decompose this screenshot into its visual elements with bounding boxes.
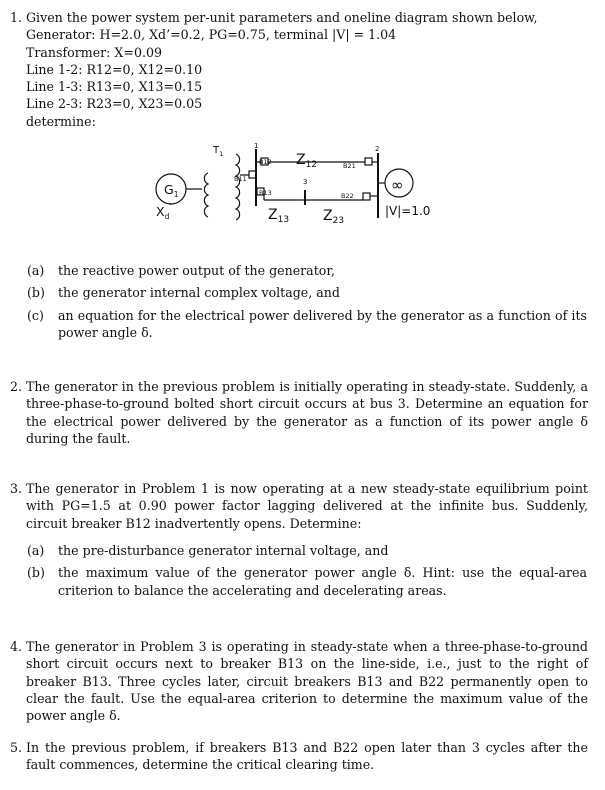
determine-label: determine: [26,113,96,129]
bus-2-label: 2 [375,145,380,153]
line12-params: Line 1-2: R12=0, X12=0.10 [26,61,203,77]
subpart-3a: (a) the pre-disturbance generator internal voltage, and [27,543,389,558]
bus-3-label: 3 [303,178,308,186]
transformer-params: Transformer: X=0.09 [26,44,162,60]
b12-label: B12 [259,158,272,166]
problem-5-text: In the previous problem, if breakers B13 and B22 open later than 3 cycles after the fault commences, determine the critical clearing time. [26,740,588,773]
infinity-symbol: ∞ [391,176,404,194]
breaker-b22 [363,193,370,200]
oneline-diagram [0,0,605,250]
line13-params: Line 1-3: R13=0, X13=0.15 [26,79,203,95]
problem-number: 3. [10,481,23,496]
z23-label: $Z_{23}$ [323,208,345,226]
b22-label: B22 [341,192,354,200]
b11-label: B11 [234,175,247,183]
problem-number: 5. [10,740,23,755]
problem-4 [10,638,588,724]
line23-params: Line 2-3: R23=0, X23=0.05 [26,96,203,112]
voltage-label: |V|=1.0 [385,204,431,218]
generator-params: Generator: H=2.0, Xd’=0.2, PG=0.75, terminal |V| = 1.04 [26,27,397,43]
problem-5 [10,739,588,774]
transformer-label: $T_1$ [213,145,224,158]
b21-label: B21 [343,162,356,170]
generator-label: $G_1$ [164,182,179,199]
breaker-b11 [249,171,256,178]
problem-2 [10,378,588,447]
subpart-1b: (b) the generator internal complex voltage, and [27,285,340,301]
subpart-1c: (c) an equation for the electrical power delivered by the generator as a function of its power angle δ. [27,307,587,340]
problem-1-subparts [27,262,587,346]
problem-3-text: The generator in Problem 1 is now operating at a new steady-state equilibrium point with PG=1.5 at 0.90 power factor lagging delivered at the infinite bus. Suddenly, circuit breaker B12 inadvertently opens. Determine: [26,481,588,531]
subpart-1a: (a) the reactive power output of the generator, [27,263,335,278]
reactance-label: $X_d'$ [156,202,172,221]
problem-3-subparts [27,542,587,604]
b13-label: B13 [259,189,272,197]
transformer-coil-right [236,154,240,220]
problem-number: 2. [10,379,23,394]
problem-number: 4. [10,639,23,654]
breaker-b21 [365,158,372,165]
problem-1-intro: Given the power system per-unit parameters and oneline diagram shown below, [26,10,538,25]
problem-4-text: The generator in Problem 3 is operating in steady-state when a three-phase-to-ground short circuit occurs next to breaker B13 on the line-side, i.e., just to the right of breaker B13. Three cycles later, circuit breakers B13 and B22 permanently open to clear the fault. Use the equal-area criterion to determine the maximum value of the power angle δ. [26,639,588,724]
z13-label: $Z_{13}$ [268,207,290,225]
transformer-coil-left [204,173,208,217]
bus-1-label: 1 [254,142,259,150]
subpart-3b: (b) the maximum value of the generator power angle δ. Hint: use the equal-area criterion to balance the accelerating and decelerating areas. [27,565,587,598]
problem-number: 1. [10,10,23,25]
z12-label: $Z_{12}$ [296,152,318,170]
problem-3 [10,480,588,532]
problem-2-text: The generator in the previous problem is initially operating in steady-state. Suddenly, a three-phase-to-ground bolted short circuit occurs at bus 3. Determine an equation for the electrical power delivered by the generator as a function of its power angle δ during the fault. [26,379,588,446]
